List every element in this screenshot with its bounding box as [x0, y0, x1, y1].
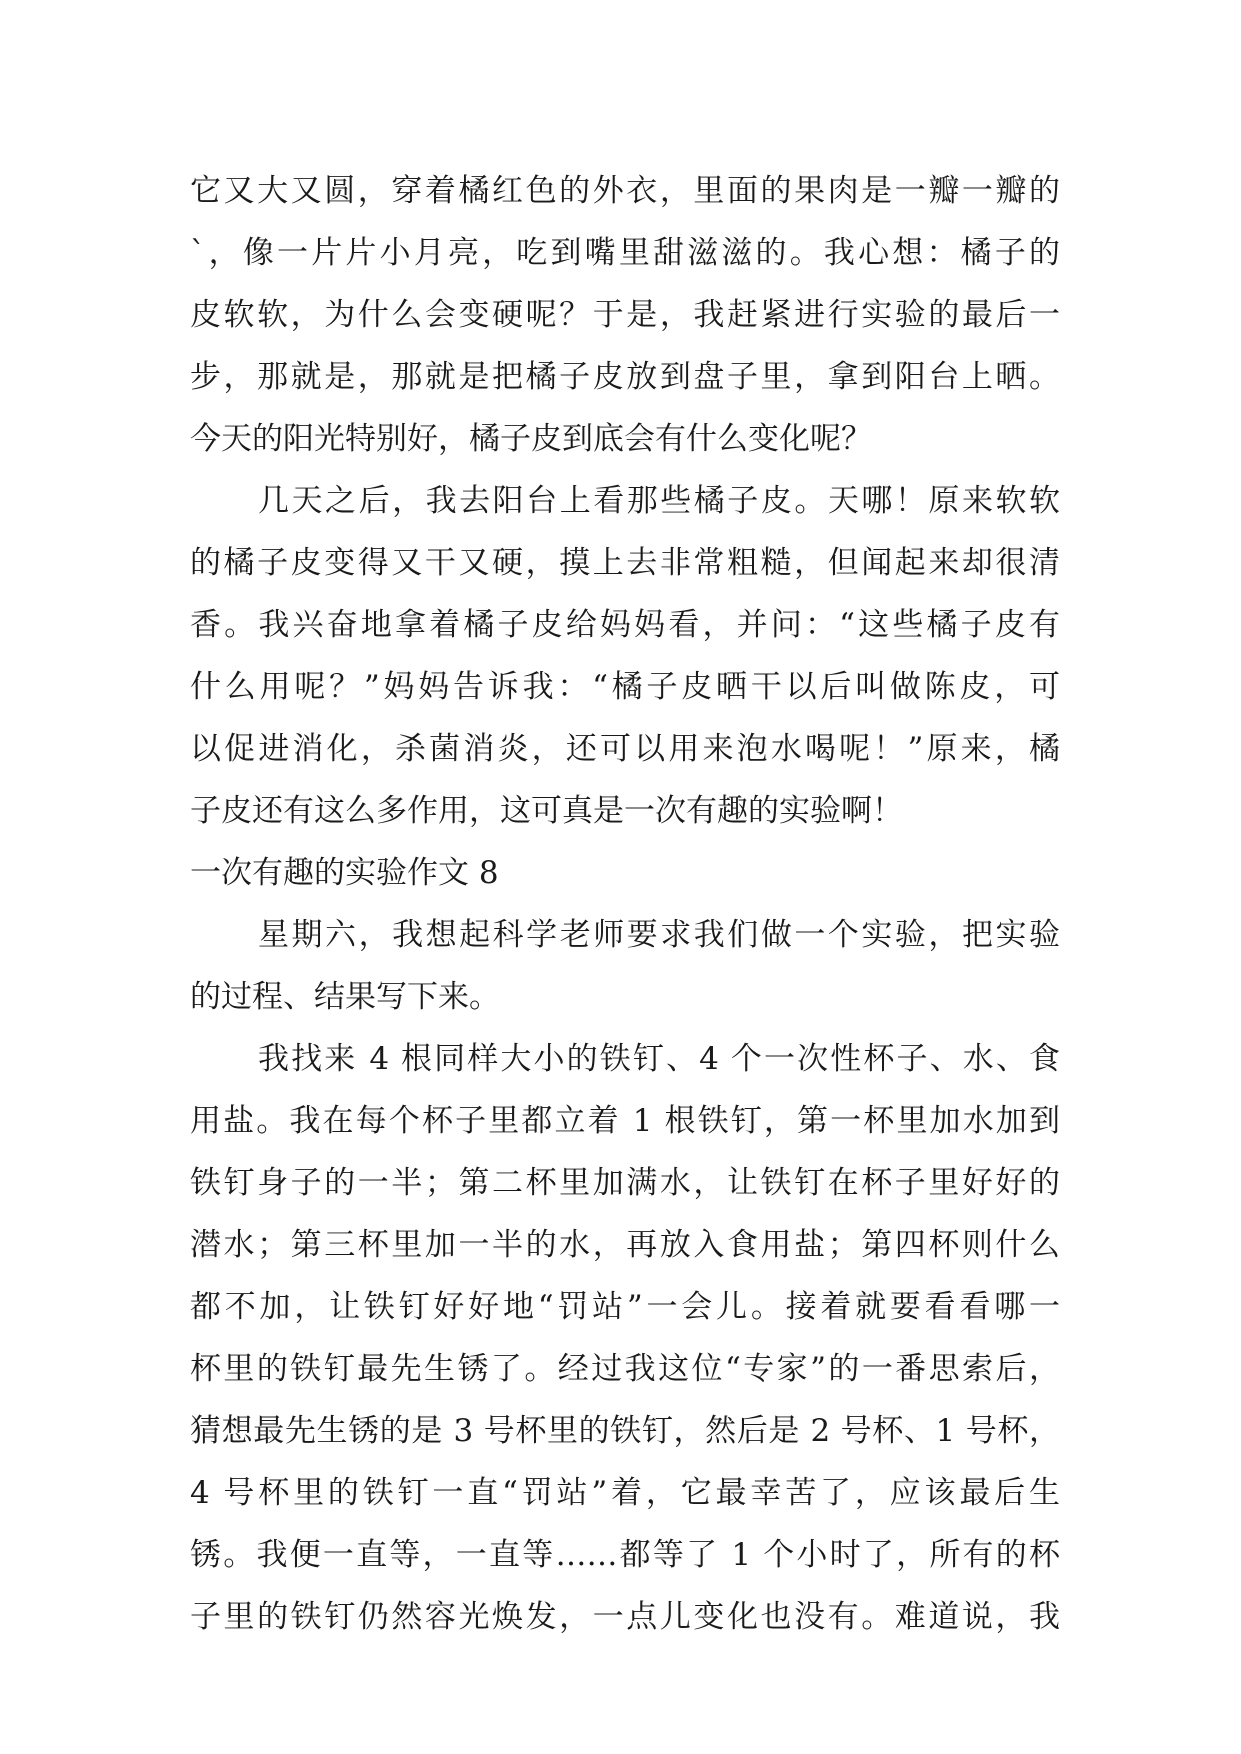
text-line: 什么用呢？”妈妈告诉我：“橘子皮晒干以后叫做陈皮，可: [190, 669, 1060, 705]
text-line: 子皮还有这么多作用，这可真是一次有趣的实验啊！: [190, 793, 903, 829]
section-heading: 一次有趣的实验作文 8: [190, 855, 499, 891]
paragraph-start-line: 星期六，我想起科学老师要求我们做一个实验，把实验: [258, 917, 1060, 953]
text-line: 4 号杯里的铁钉一直“罚站”着，它最幸苦了，应该最后生: [190, 1475, 1060, 1511]
text-line: 它又大又圆，穿着橘红色的外衣，里面的果肉是一瓣一瓣的: [190, 173, 1060, 209]
text-line: 的过程、结果写下来。: [190, 979, 500, 1015]
text-line: 香。我兴奋地拿着橘子皮给妈妈看，并问：“这些橘子皮有: [190, 607, 1060, 643]
essay-text: [190, 160, 1060, 1648]
text-line: 的橘子皮变得又干又硬，摸上去非常粗糙，但闻起来却很清: [190, 545, 1060, 581]
text-line: 锈。我便一直等，一直等……都等了 1 个小时了，所有的杯: [190, 1537, 1060, 1573]
text-line: 今天的阳光特别好，橘子皮到底会有什么变化呢？: [190, 421, 872, 457]
paragraph-start-line: 我找来 4 根同样大小的铁钉、4 个一次性杯子、水、食: [258, 1041, 1060, 1077]
text-line: 皮软软，为什么会变硬呢？于是，我赶紧进行实验的最后一: [190, 297, 1060, 333]
paragraph-start-line: 几天之后，我去阳台上看那些橘子皮。天哪！原来软软: [258, 483, 1060, 519]
text-line: 以促进消化，杀菌消炎，还可以用来泡水喝呢！”原来，橘: [190, 731, 1060, 767]
text-line: 子里的铁钉仍然容光焕发，一点儿变化也没有。难道说，我: [190, 1599, 1060, 1635]
text-line: 步，那就是，那就是把橘子皮放到盘子里，拿到阳台上晒。: [190, 359, 1060, 395]
text-line: 猜想最先生锈的是 3 号杯里的铁钉，然后是 2 号杯、1 号杯，: [190, 1413, 1060, 1449]
text-line: 杯里的铁钉最先生锈了。经过我这位“专家”的一番思索后，: [190, 1351, 1060, 1387]
text-line: 潜水；第三杯里加一半的水，再放入食用盐；第四杯则什么: [190, 1227, 1060, 1263]
text-line: 用盐。我在每个杯子里都立着 1 根铁钉，第一杯里加水加到: [190, 1103, 1060, 1139]
text-line: 铁钉身子的一半；第二杯里加满水，让铁钉在杯子里好好的: [190, 1165, 1060, 1201]
text-line: `，像一片片小月亮，吃到嘴里甜滋滋的。我心想：橘子的: [190, 235, 1060, 271]
text-line: 都不加，让铁钉好好地“罚站”一会儿。接着就要看看哪一: [190, 1289, 1060, 1325]
